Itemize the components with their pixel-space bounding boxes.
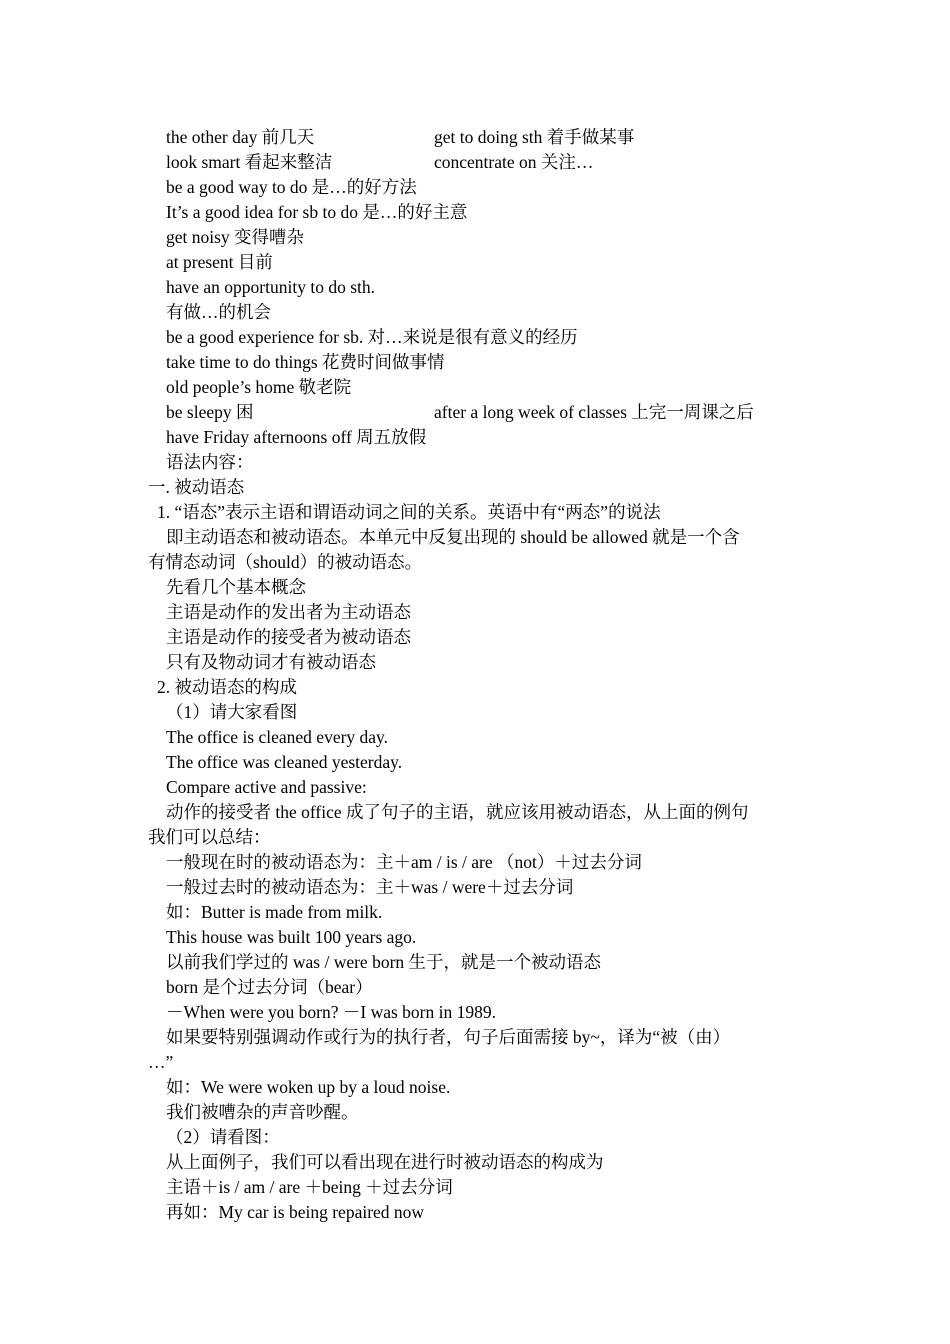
vocab-line — [0, 125, 950, 150]
vocab-item: have an opportunity to do sth. — [166, 277, 376, 297]
vocab-item: at present 目前 — [166, 252, 273, 272]
grammar-heading-line — [0, 450, 950, 475]
paragraph-text: 主语是动作的发出者为主动语态 — [166, 602, 411, 622]
paragraph-line — [0, 1025, 950, 1050]
vocab-line — [0, 350, 950, 375]
example-line — [0, 725, 950, 750]
paragraph-text: （1）请大家看图 — [166, 702, 298, 722]
paragraph-text: Compare active and passive: — [166, 777, 367, 797]
vocab-line — [0, 275, 950, 300]
paragraph-text: 我们可以总结： — [148, 827, 271, 847]
example-text: This house was built 100 years ago. — [166, 927, 417, 947]
paragraph-line — [0, 625, 950, 650]
vocab-item: after a long week of classes 上完一周课之后 — [434, 402, 754, 422]
vocab-line — [0, 150, 950, 175]
rule-text: 一般现在时的被动语态为：主＋am / is / are （not）＋过去分词 — [166, 852, 642, 872]
paragraph-text: 以前我们学过的 was / were born 生于，就是一个被动语态 — [166, 952, 602, 972]
subsection-title-line — [0, 675, 950, 700]
vocab-item: look smart 看起来整洁 — [166, 152, 333, 172]
section-title-line — [0, 475, 950, 500]
vocab-line — [0, 250, 950, 275]
paragraph-line — [0, 975, 950, 1000]
vocab-line — [0, 175, 950, 200]
paragraph-text: 主语是动作的接受者为被动语态 — [166, 627, 411, 647]
vocab-item: have Friday afternoons off 周五放假 — [166, 427, 427, 447]
paragraph-line — [0, 525, 950, 550]
vocab-item: 有做…的机会 — [166, 302, 271, 322]
paragraph-line — [0, 500, 950, 525]
paragraph-text: （2）请看图： — [166, 1127, 280, 1147]
paragraph-text: 如果要特别强调动作或行为的执行者，句子后面需接 by~，译为“被（由） — [166, 1027, 731, 1047]
vocab-item: the other day 前几天 — [166, 127, 315, 147]
paragraph-text: born 是个过去分词（bear） — [166, 977, 373, 997]
example-text: The office is cleaned every day. — [166, 727, 389, 747]
paragraph-line — [0, 775, 950, 800]
paragraph-text: 只有及物动词才有被动语态 — [166, 652, 376, 672]
example-line — [0, 1075, 950, 1100]
vocab-item: be a good experience for sb. 对…来说是很有意义的经历 — [166, 327, 578, 347]
vocab-item: be sleepy 困 — [166, 402, 254, 422]
paragraph-line — [0, 800, 950, 825]
vocab-item: concentrate on 关注… — [434, 152, 594, 172]
paragraph-line — [0, 1050, 950, 1075]
rule-line — [0, 850, 950, 875]
example-line — [0, 925, 950, 950]
paragraph-line — [0, 575, 950, 600]
subsection-title: 2. 被动语态的构成 — [157, 677, 297, 697]
vocab-line — [0, 225, 950, 250]
paragraph-line — [0, 950, 950, 975]
rule-line — [0, 875, 950, 900]
paragraph-text: 先看几个基本概念 — [166, 577, 306, 597]
paragraph-line — [0, 700, 950, 725]
paragraph-text: 1. “语态”表示主语和谓语动词之间的关系。英语中有“两态”的说法 — [157, 502, 661, 522]
example-text: 如：Butter is made from milk. — [166, 902, 383, 922]
vocab-item: old people’s home 敬老院 — [166, 377, 352, 397]
paragraph-line — [0, 825, 950, 850]
paragraph-line — [0, 550, 950, 575]
paragraph-text: 有情态动词（should）的被动语态。 — [148, 552, 423, 572]
example-line — [0, 1200, 950, 1225]
vocab-item: It’s a good idea for sb to do 是…的好主意 — [166, 202, 468, 222]
vocab-item: take time to do things 花费时间做事情 — [166, 352, 445, 372]
example-text: 再如：My car is being repaired now — [166, 1202, 425, 1222]
paragraph-text: 即主动语态和被动语态。本单元中反复出现的 should be allowed 就是一个含 — [166, 527, 740, 547]
grammar-heading: 语法内容： — [166, 452, 254, 472]
paragraph-text: 动作的接受者 the office 成了句子的主语，就应该用被动语态，从上面的例句 — [166, 802, 749, 822]
vocab-item: be a good way to do 是…的好方法 — [166, 177, 417, 197]
paragraph-line — [0, 1125, 950, 1150]
paragraph-line — [0, 650, 950, 675]
example-line — [0, 1100, 950, 1125]
example-text: The office was cleaned yesterday. — [166, 752, 403, 772]
section-title: 一. 被动语态 — [148, 477, 245, 497]
example-line — [0, 900, 950, 925]
vocab-item: get noisy 变得嘈杂 — [166, 227, 305, 247]
vocab-item: get to doing sth 着手做某事 — [434, 127, 635, 147]
example-text: －When were you born? －I was born in 1989. — [166, 1002, 496, 1022]
rule-text: 主语＋is / am / are ＋being ＋过去分词 — [166, 1177, 453, 1197]
paragraph-text: …” — [148, 1052, 174, 1072]
vocab-line — [0, 325, 950, 350]
rule-line — [0, 1175, 950, 1200]
paragraph-line — [0, 600, 950, 625]
vocab-line — [0, 300, 950, 325]
example-line — [0, 750, 950, 775]
paragraph-text: 从上面例子，我们可以看出现在进行时被动语态的构成为 — [166, 1152, 604, 1172]
rule-text: 一般过去时的被动语态为：主＋was / were＋过去分词 — [166, 877, 574, 897]
example-line — [0, 1000, 950, 1025]
vocab-line — [0, 375, 950, 400]
example-text: 如：We were woken up by a loud noise. — [166, 1077, 451, 1097]
vocab-line — [0, 200, 950, 225]
example-text: 我们被嘈杂的声音吵醒。 — [166, 1102, 359, 1122]
vocab-line — [0, 425, 950, 450]
vocab-line — [0, 400, 950, 425]
paragraph-line — [0, 1150, 950, 1175]
